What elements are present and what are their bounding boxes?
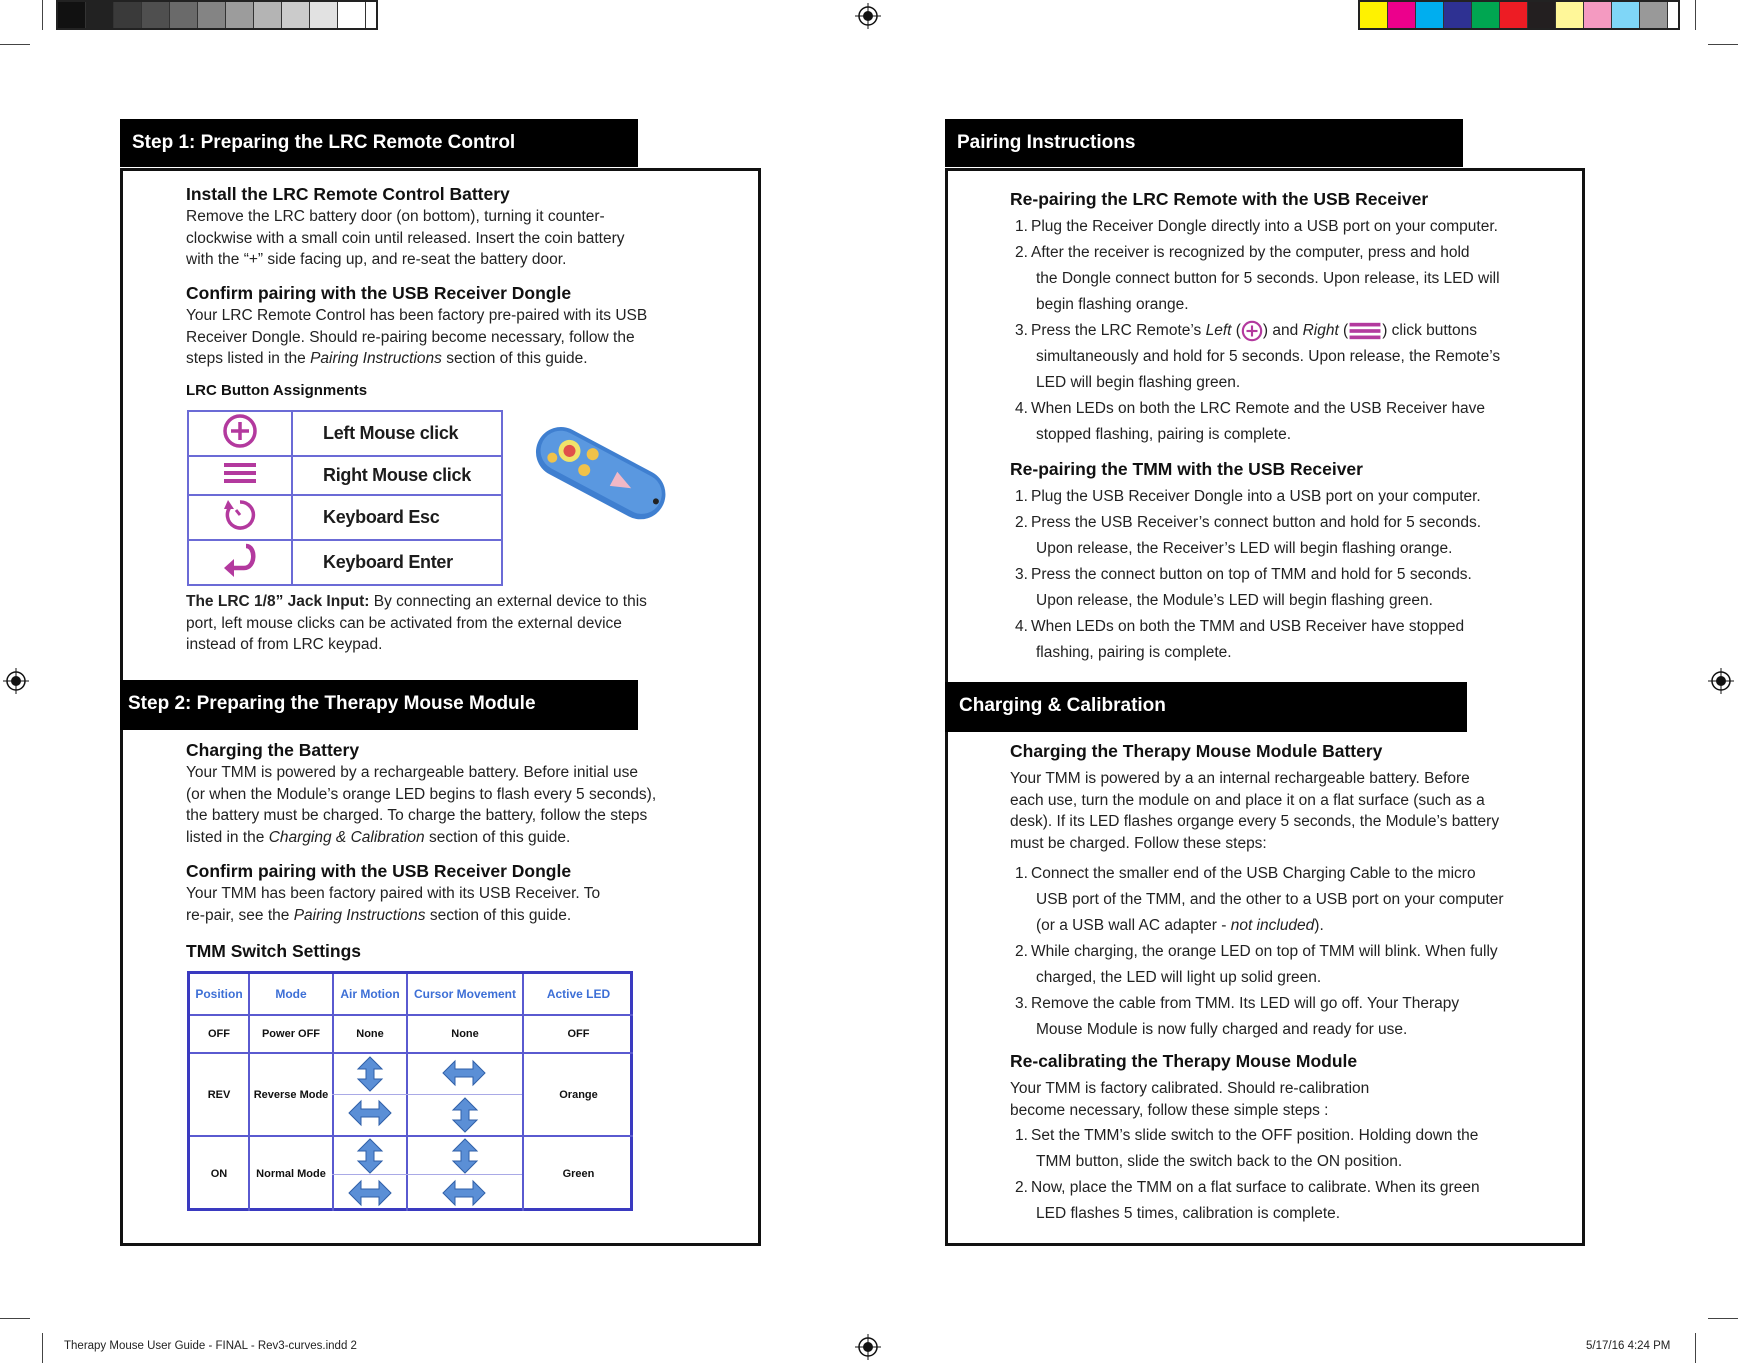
text-run: Press the USB Receiver’s connect button and hold for 5 seconds. <box>1031 514 1482 531</box>
process-color-bar <box>1358 0 1680 30</box>
text-line: begin flashing orange. <box>1036 296 1189 313</box>
text-line: port, left mouse clicks can be activated from the external device <box>186 614 622 632</box>
charging-calibration-ref: Charging & Calibration <box>268 828 425 846</box>
color-swatch <box>1388 2 1416 28</box>
charge-tmm-heading: Charging the Therapy Mouse Module Battery <box>1010 741 1383 761</box>
text-run: Plug the USB Receiver Dongle into a USB port on your computer. <box>1031 488 1481 505</box>
crop-mark <box>42 1333 43 1363</box>
color-swatch <box>226 2 254 28</box>
color-swatch <box>58 2 86 28</box>
led-cell: OFF <box>567 1028 590 1040</box>
color-swatch <box>1416 2 1444 28</box>
horizontal-arrow-icon <box>348 1098 392 1128</box>
text-run: Left <box>1205 322 1232 339</box>
crop-mark <box>42 0 43 30</box>
vertical-arrow-icon <box>355 1056 385 1092</box>
icon-cell <box>188 411 292 456</box>
esc-arrow-icon <box>222 497 258 533</box>
text-run: While charging, the orange LED on top of TMM will blink. When fully <box>1031 943 1498 960</box>
color-swatch <box>1584 2 1612 28</box>
crop-mark <box>0 44 30 45</box>
confirm-pairing-text-2 <box>186 883 706 926</box>
text-line: become necessary, follow these simple steps : <box>1010 1101 1329 1119</box>
mode-cell: Normal Mode <box>256 1168 326 1180</box>
confirm-pairing-heading-2: Confirm pairing with the USB Receiver Dongle <box>186 861 572 881</box>
registration-mark-icon <box>1708 668 1734 694</box>
position-cell: OFF <box>208 1028 230 1040</box>
step1-title-bar: Step 1: Preparing the LRC Remote Control <box>120 119 638 167</box>
list-number: 2. <box>1015 514 1028 531</box>
list-item: 3. Press the LRC Remote’s Left ( ) and Right ( ) click buttons simultaneously and hold for 5 seconds. Upon release, the Remote’s LED will begin flashing green. <box>1015 318 1575 396</box>
text-run: When LEDs on both the TMM and USB Receiver have stopped <box>1031 618 1465 635</box>
list-item <box>1015 939 1575 991</box>
text-line: Upon release, the Module’s LED will begin flashing green. <box>1036 592 1433 609</box>
switch-settings-heading: TMM Switch Settings <box>186 941 361 961</box>
registration-mark-icon <box>3 668 29 694</box>
col-header: Air Motion <box>340 987 400 1001</box>
icon-cell <box>188 495 292 540</box>
text-run: section of this guide. <box>441 350 588 367</box>
text-line: instead of from LRC keypad. <box>186 636 383 653</box>
text-line: Mouse Module is now fully charged and ready for use. <box>1036 1021 1408 1038</box>
crop-mark <box>1708 1318 1738 1319</box>
list-item <box>1015 510 1575 562</box>
led-cell: Orange <box>559 1088 598 1101</box>
text-line <box>1015 913 1575 939</box>
text-line <box>186 348 706 370</box>
table-row <box>188 456 502 495</box>
file-slug: Therapy Mouse User Guide - FINAL - Rev3-curves.indd 2 <box>64 1340 357 1352</box>
text-run: listed in the <box>186 828 269 846</box>
text-run: section of this guide. <box>425 906 572 924</box>
charge-tmm-text <box>1010 768 1570 854</box>
lrc-button-table <box>187 410 503 586</box>
text-line: simultaneously and hold for 5 seconds. Upon release, the Remote’s <box>1036 348 1501 365</box>
text-line: LED will begin flashing green. <box>1036 374 1241 391</box>
col-header: Active LED <box>546 987 611 1001</box>
text-run: (or a USB wall AC adapter - <box>1036 917 1231 934</box>
text-line: Your LRC Remote Control has been factory pre-paired with its USB <box>186 307 648 324</box>
list-number: 2. <box>1015 1179 1028 1196</box>
icon-cell <box>188 456 292 495</box>
list-item <box>1015 614 1575 666</box>
print-timestamp: 5/17/16 4:24 PM <box>1586 1340 1671 1352</box>
list-item <box>1015 484 1575 510</box>
color-swatch <box>142 2 170 28</box>
table-row <box>188 411 502 456</box>
vertical-arrow-icon <box>450 1097 480 1133</box>
text-line <box>186 905 706 927</box>
text-line: must be charged. Follow these steps: <box>1010 834 1267 852</box>
lrc-repair-heading: Re-pairing the LRC Remote with the USB Receiver <box>1010 189 1429 209</box>
table-row <box>188 495 502 540</box>
confirm-pairing-text <box>186 305 706 370</box>
color-swatch <box>170 2 198 28</box>
list-number: 1. <box>1015 865 1028 882</box>
mode-cell: Reverse Mode <box>253 1088 329 1101</box>
pairing-title-bar: Pairing Instructions <box>945 119 1463 167</box>
text-run: Connect the smaller end of the USB Charging Cable to the micro <box>1031 865 1476 882</box>
menu-lines-icon <box>222 458 258 488</box>
color-swatch <box>86 2 114 28</box>
color-swatch <box>1612 2 1640 28</box>
list-number: 3. <box>1015 322 1028 339</box>
list-item <box>1015 861 1575 939</box>
list-number: 1. <box>1015 488 1028 505</box>
text-run: Set the TMM’s slide switch to the OFF position. Holding down the <box>1031 1127 1479 1144</box>
list-number: 3. <box>1015 995 1028 1012</box>
list-number: 4. <box>1015 618 1028 635</box>
horizontal-arrow-icon <box>348 1178 392 1208</box>
text-line: Receiver Dongle. Should re-pairing become necessary, follow the <box>186 328 635 346</box>
vertical-arrow-icon <box>450 1138 480 1174</box>
text-run: After the receiver is recognized by the computer, press and hold <box>1031 244 1470 261</box>
text-run: Press the LRC Remote’s <box>1031 322 1206 339</box>
lrc-remote-image <box>522 425 682 525</box>
text-line: Your TMM has been factory paired with its USB Receiver. To <box>186 885 601 902</box>
text-run: ). <box>1314 917 1324 934</box>
recal-heading: Re-calibrating the Therapy Mouse Module <box>1010 1051 1358 1071</box>
color-swatch <box>310 2 338 28</box>
text-run: ) click buttons <box>1382 322 1477 339</box>
color-swatch <box>1528 2 1556 28</box>
color-swatch <box>198 2 226 28</box>
registration-mark-icon <box>855 1334 881 1360</box>
text-line: charged, the LED will light up solid green. <box>1036 969 1322 986</box>
text-line: the Dongle connect button for 5 seconds. Upon release, its LED will <box>1036 270 1500 287</box>
grayscale-color-bar <box>56 0 378 30</box>
color-swatch <box>1444 2 1472 28</box>
color-swatch <box>1360 2 1388 28</box>
air-motion-cell: None <box>356 1028 384 1040</box>
list-number: 2. <box>1015 244 1028 261</box>
position-cell: REV <box>207 1088 231 1101</box>
battery-heading: Install the LRC Remote Control Battery <box>186 184 510 204</box>
list-item <box>1015 214 1575 240</box>
list-number: 4. <box>1015 400 1028 417</box>
col-header: Position <box>195 987 243 1001</box>
color-swatch <box>338 2 366 28</box>
text-run: Press the connect button on top of TMM and hold for 5 seconds. <box>1031 566 1472 583</box>
horizontal-arrow-icon <box>442 1178 486 1208</box>
pairing-instructions-ref: Pairing Instructions <box>310 350 442 367</box>
charging-title-bar: Charging & Calibration <box>945 682 1467 732</box>
battery-line: with the “+” side facing up, and re-seat the battery door. <box>186 251 567 268</box>
text-run: Right <box>1302 322 1339 339</box>
text-run: ) and <box>1262 322 1303 339</box>
text-run: Plug the Receiver Dongle directly into a USB port on your computer. <box>1031 218 1498 235</box>
tmm-switch-table <box>187 971 633 1211</box>
jack-input-label: The LRC 1/8” Jack Input: <box>186 593 370 610</box>
jack-input-text <box>186 591 706 656</box>
horizontal-arrow-icon <box>442 1058 486 1088</box>
color-swatch <box>114 2 142 28</box>
battery-text <box>186 206 706 271</box>
text-line: Your TMM is powered by a an internal rechargeable battery. Before <box>1010 770 1470 787</box>
pairing-instructions-ref: Pairing Instructions <box>293 906 426 924</box>
plus-circle-icon <box>1241 320 1263 342</box>
text-line: desk). If its LED flashes organge every 5 seconds, the Module’s battery <box>1010 813 1500 830</box>
text-run: not included <box>1230 917 1315 934</box>
text-line: TMM button, slide the switch back to the ON position. <box>1036 1153 1403 1170</box>
lrc-assign-heading: LRC Button Assignments <box>186 382 368 399</box>
text-run: section of this guide. <box>424 828 571 846</box>
list-item <box>1015 1175 1575 1227</box>
crop-mark <box>1695 0 1696 30</box>
text-run: By connecting an external device to this <box>369 593 647 610</box>
crop-mark <box>1708 44 1738 45</box>
color-swatch <box>1640 2 1668 28</box>
color-swatch <box>1472 2 1500 28</box>
battery-line: clockwise with a small coin until released. Insert the coin battery <box>186 229 625 247</box>
text-line: LED flashes 5 times, calibration is complete. <box>1036 1205 1341 1222</box>
color-swatch <box>1500 2 1528 28</box>
assignment-label: Keyboard Esc <box>292 495 502 540</box>
text-run: steps listed in the <box>186 350 311 367</box>
col-header: Cursor Movement <box>413 987 517 1001</box>
list-item <box>1015 991 1575 1043</box>
list-number: 1. <box>1015 1127 1028 1144</box>
list-item <box>1015 396 1575 448</box>
led-cell: Green <box>562 1168 595 1180</box>
assignment-label: Right Mouse click <box>292 456 502 495</box>
list-item <box>1015 1123 1575 1175</box>
text-run: When LEDs on both the LRC Remote and the USB Receiver have <box>1031 400 1486 417</box>
assignment-label: Keyboard Enter <box>292 540 502 585</box>
table-row <box>188 540 502 585</box>
list-item <box>1015 240 1575 318</box>
text-line: Your TMM is factory calibrated. Should re-calibration <box>1010 1080 1370 1097</box>
step2-title-bar: Step 2: Preparing the Therapy Mouse Module <box>120 680 638 730</box>
text-run: re-pair, see the <box>186 906 294 924</box>
text-line <box>186 827 726 849</box>
col-header: Mode <box>275 987 307 1001</box>
color-swatch <box>282 2 310 28</box>
tmm-repair-heading: Re-pairing the TMM with the USB Receiver <box>1010 459 1363 479</box>
cursor-movement-cell: None <box>451 1028 479 1040</box>
list-number: 3. <box>1015 566 1028 583</box>
crop-mark <box>1695 1333 1696 1363</box>
icon-cell <box>188 540 292 585</box>
list-number: 1. <box>1015 218 1028 235</box>
text-line: (or when the Module’s orange LED begins to flash every 5 seconds), <box>186 785 657 803</box>
text-line: stopped flashing, pairing is complete. <box>1036 426 1292 443</box>
text-line: each use, turn the module on and place it on a flat surface (such as a <box>1010 791 1485 809</box>
text-line: Your TMM is powered by a rechargeable battery. Before initial use <box>186 764 639 781</box>
text-line: USB port of the TMM, and the other to a USB port on your computer <box>1036 891 1504 908</box>
text-line: flashing, pairing is complete. <box>1036 644 1232 661</box>
list-item <box>1015 562 1575 614</box>
crop-mark <box>0 1318 30 1319</box>
battery-line: Remove the LRC battery door (on bottom), turning it counter- <box>186 208 605 225</box>
confirm-pairing-heading: Confirm pairing with the USB Receiver Dongle <box>186 283 572 303</box>
list-number: 2. <box>1015 943 1028 960</box>
menu-lines-icon <box>1348 321 1382 341</box>
assignment-label: Left Mouse click <box>292 411 502 456</box>
plus-circle-icon <box>222 413 258 449</box>
text-run: Now, place the TMM on a flat surface to calibrate. When its green <box>1031 1179 1480 1196</box>
text-run: Remove the cable from TMM. Its LED will go off. Your Therapy <box>1031 995 1460 1012</box>
text-line <box>186 591 706 613</box>
charging-battery-heading: Charging the Battery <box>186 740 360 760</box>
mode-cell: Power OFF <box>261 1028 321 1040</box>
registration-mark-icon <box>855 3 881 29</box>
enter-arrow-icon <box>220 542 260 578</box>
vertical-arrow-icon <box>355 1138 385 1174</box>
color-swatch <box>254 2 282 28</box>
text-line: the battery must be charged. To charge the battery, follow the steps <box>186 807 648 824</box>
charging-battery-text <box>186 762 726 848</box>
text-line: Upon release, the Receiver’s LED will begin flashing orange. <box>1036 540 1453 557</box>
color-swatch <box>1556 2 1584 28</box>
position-cell: ON <box>210 1168 228 1180</box>
recal-text <box>1010 1078 1570 1121</box>
